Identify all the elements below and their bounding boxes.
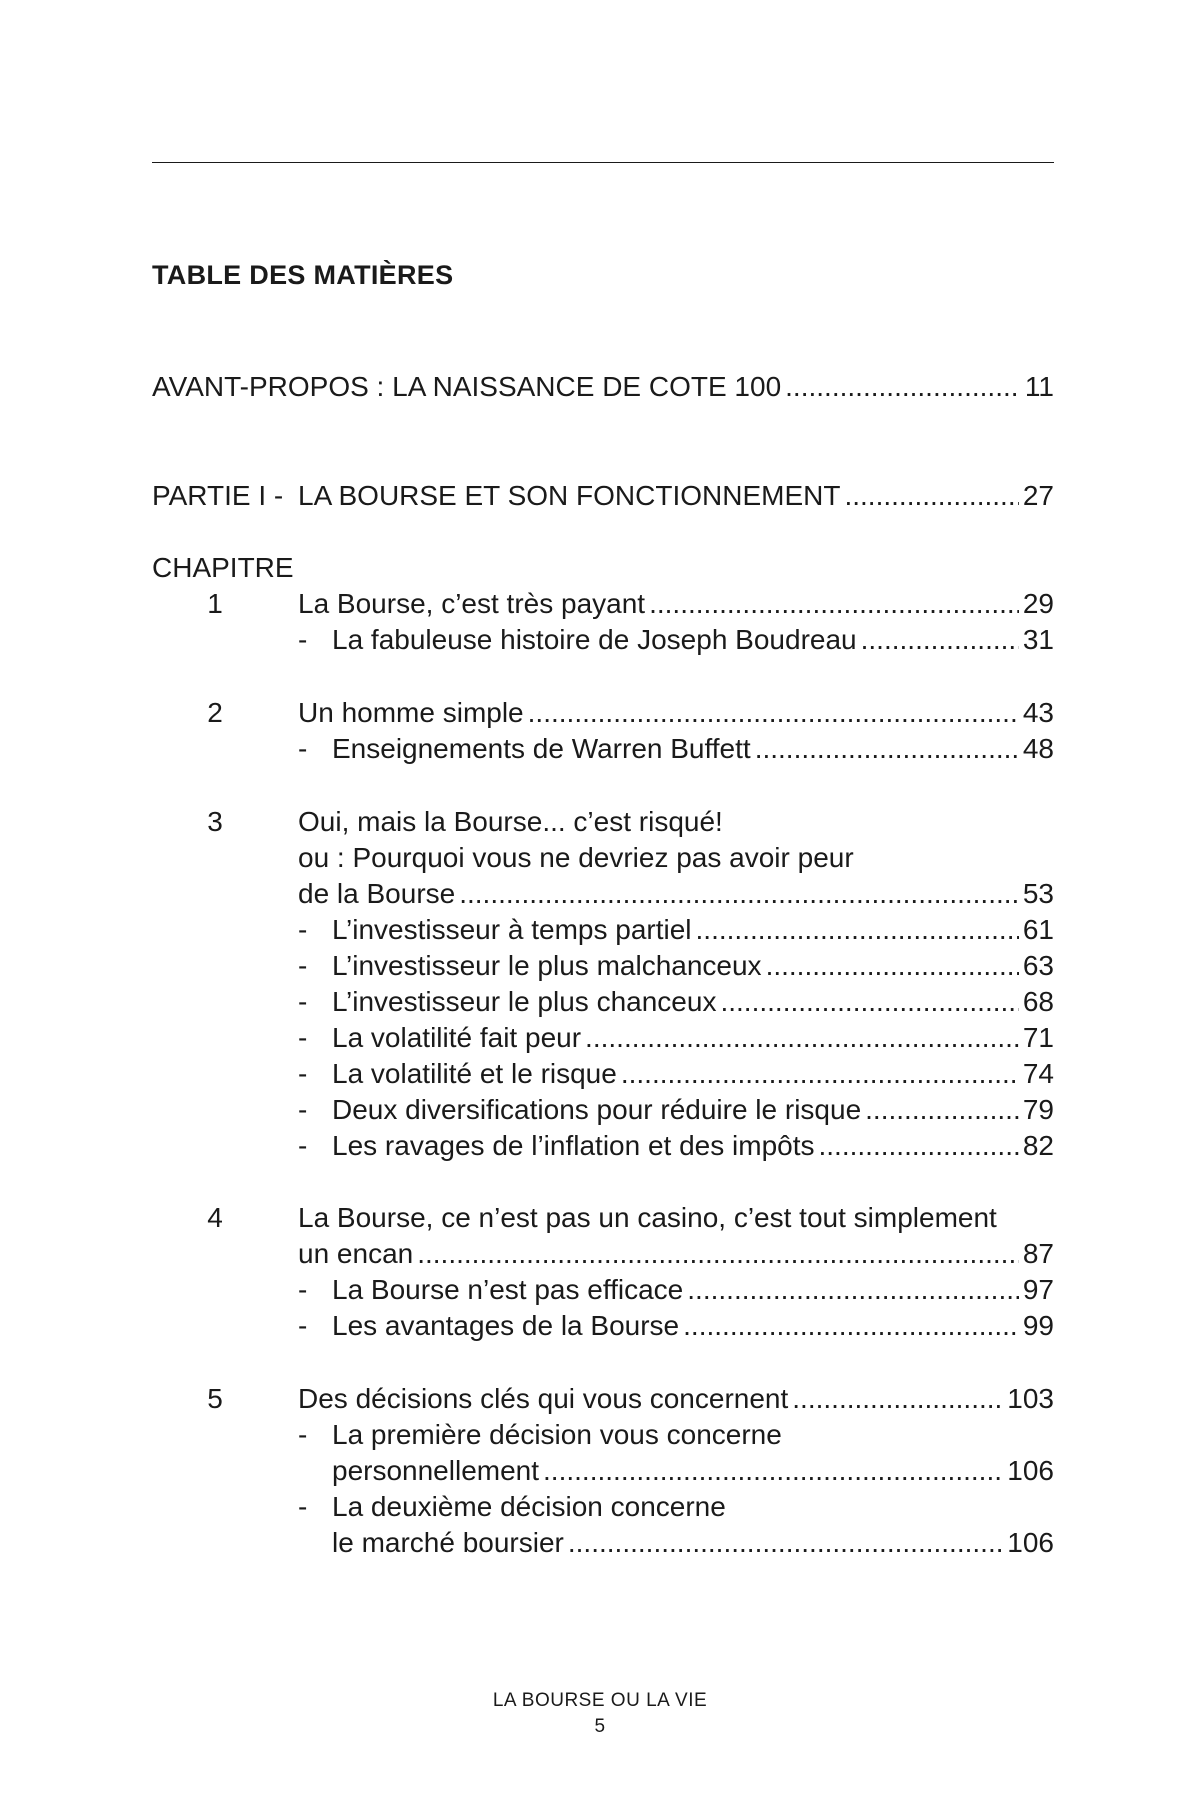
dot-leader — [683, 1308, 1019, 1344]
dot-leader — [766, 948, 1019, 984]
toc-entry-chapter-5[interactable] — [298, 1381, 1054, 1417]
entry-label: Deux diversifications pour réduire le risque — [332, 1094, 862, 1125]
section-dash: - — [298, 950, 308, 981]
chapter-number: 3 — [207, 806, 223, 837]
toc-entry-section[interactable] — [332, 948, 1054, 984]
entry-label: de la Bourse — [298, 878, 456, 909]
dot-leader — [819, 1128, 1019, 1164]
section-dash: - — [298, 1491, 308, 1522]
dot-leader — [621, 1056, 1019, 1092]
entry-page: 61 — [1022, 914, 1054, 945]
entry-page: 71 — [1022, 1022, 1054, 1053]
chapter-title-line: Oui, mais la Bourse... c’est risqué! — [298, 806, 723, 837]
toc-entry-partie-1[interactable] — [298, 478, 1054, 514]
toc-entry-section[interactable] — [332, 731, 1054, 767]
entry-label: L’investisseur le plus malchanceux — [332, 950, 762, 981]
section-dash: - — [298, 1130, 308, 1161]
entry-page: 68 — [1022, 986, 1054, 1017]
entry-page: 48 — [1022, 733, 1054, 764]
top-rule — [152, 162, 1054, 163]
chapter-column-label: CHAPITRE — [152, 552, 294, 583]
section-dash: - — [298, 1094, 308, 1125]
entry-page: 79 — [1022, 1094, 1054, 1125]
entry-page: 43 — [1022, 697, 1054, 728]
toc-entry-section[interactable] — [332, 1308, 1054, 1344]
entry-label: personnellement — [332, 1455, 540, 1486]
toc-entry-section[interactable] — [332, 1272, 1054, 1308]
chapter-title-line: ou : Pourquoi vous ne devriez pas avoir peur — [298, 842, 854, 873]
entry-page: 97 — [1022, 1274, 1054, 1305]
dot-leader — [844, 478, 1018, 514]
toc-entry-section[interactable] — [332, 1056, 1054, 1092]
entry-label: AVANT-PROPOS : LA NAISSANCE DE COTE 100 — [152, 371, 782, 402]
dot-leader — [785, 369, 1021, 405]
dot-leader — [543, 1453, 1003, 1489]
entry-page: 63 — [1022, 950, 1054, 981]
section-dash: - — [298, 733, 308, 764]
dot-leader — [861, 622, 1019, 658]
dot-leader — [417, 1236, 1019, 1272]
section-label-line: La première décision vous concerne — [332, 1419, 782, 1450]
chapter-number: 4 — [207, 1202, 223, 1233]
chapter-title-line: La Bourse, ce n’est pas un casino, c’est tout simplement — [298, 1202, 997, 1233]
chapter-number: 1 — [207, 588, 223, 619]
dot-leader — [568, 1525, 1003, 1561]
page-number: 5 — [594, 1716, 606, 1737]
dot-leader — [755, 731, 1019, 767]
dot-leader — [528, 695, 1019, 731]
toc-entry-section[interactable] — [332, 1453, 1054, 1489]
toc-entry-chapter-2[interactable] — [298, 695, 1054, 731]
entry-label: La volatilité fait peur — [332, 1022, 582, 1053]
toc-entry-chapter-1[interactable] — [298, 586, 1054, 622]
section-dash: - — [298, 1022, 308, 1053]
toc-entry-section[interactable] — [332, 984, 1054, 1020]
dot-leader — [792, 1381, 1003, 1417]
entry-label: La fabuleuse histoire de Joseph Boudreau — [332, 624, 857, 655]
toc-heading: TABLE DES MATIÈRES — [152, 260, 454, 290]
toc-entry-chapter-3[interactable] — [298, 876, 1054, 912]
toc-entry-section[interactable] — [332, 1525, 1054, 1561]
chapter-number: 5 — [207, 1383, 223, 1414]
entry-page: 87 — [1022, 1238, 1054, 1269]
entry-page: 74 — [1022, 1058, 1054, 1089]
section-dash: - — [298, 1419, 308, 1450]
entry-label: Un homme simple — [298, 697, 524, 728]
dot-leader — [649, 586, 1019, 622]
dot-leader — [865, 1092, 1019, 1128]
dot-leader — [696, 912, 1019, 948]
toc-entry-section[interactable] — [332, 622, 1054, 658]
entry-label: un encan — [298, 1238, 414, 1269]
entry-label: Des décisions clés qui vous concernent — [298, 1383, 789, 1414]
section-dash: - — [298, 1058, 308, 1089]
dot-leader — [459, 876, 1019, 912]
entry-page: 106 — [1007, 1527, 1054, 1558]
entry-label: La Bourse n’est pas efficace — [332, 1274, 684, 1305]
entry-page: 27 — [1022, 480, 1054, 511]
entry-page: 99 — [1022, 1310, 1054, 1341]
entry-label: Les avantages de la Bourse — [332, 1310, 680, 1341]
section-dash: - — [298, 914, 308, 945]
entry-page: 106 — [1007, 1455, 1054, 1486]
section-dash: - — [298, 986, 308, 1017]
entry-page: 11 — [1024, 371, 1054, 402]
entry-label: Enseignements de Warren Buffett — [332, 733, 751, 764]
entry-page: 29 — [1022, 588, 1054, 619]
entry-label: La volatilité et le risque — [332, 1058, 617, 1089]
section-label-line: La deuxième décision concerne — [332, 1491, 726, 1522]
toc-entry-avant-propos[interactable] — [152, 369, 1054, 405]
entry-label: LA BOURSE ET SON FONCTIONNEMENT — [298, 480, 841, 511]
toc-entry-section[interactable] — [332, 1020, 1054, 1056]
entry-label: L’investisseur à temps partiel — [332, 914, 692, 945]
entry-page: 82 — [1022, 1130, 1054, 1161]
running-footer-title: LA BOURSE OU LA VIE — [492, 1690, 708, 1711]
entry-label: Les ravages de l’inflation et des impôts — [332, 1130, 815, 1161]
section-dash: - — [298, 1274, 308, 1305]
entry-page: 53 — [1022, 878, 1054, 909]
dot-leader — [687, 1272, 1019, 1308]
section-dash: - — [298, 624, 308, 655]
entry-label: La Bourse, c’est très payant — [298, 588, 646, 619]
toc-entry-section[interactable] — [332, 1128, 1054, 1164]
toc-entry-chapter-4[interactable] — [298, 1236, 1054, 1272]
entry-page: 31 — [1022, 624, 1054, 655]
toc-entry-section[interactable] — [332, 1092, 1054, 1128]
dot-leader — [720, 984, 1018, 1020]
entry-page: 103 — [1007, 1383, 1054, 1414]
part-prefix: PARTIE I - — [152, 480, 284, 511]
section-dash: - — [298, 1310, 308, 1341]
dot-leader — [585, 1020, 1019, 1056]
entry-label: L’investisseur le plus chanceux — [332, 986, 717, 1017]
chapter-number: 2 — [207, 697, 223, 728]
entry-label: le marché boursier — [332, 1527, 564, 1558]
toc-entry-section[interactable] — [332, 912, 1054, 948]
